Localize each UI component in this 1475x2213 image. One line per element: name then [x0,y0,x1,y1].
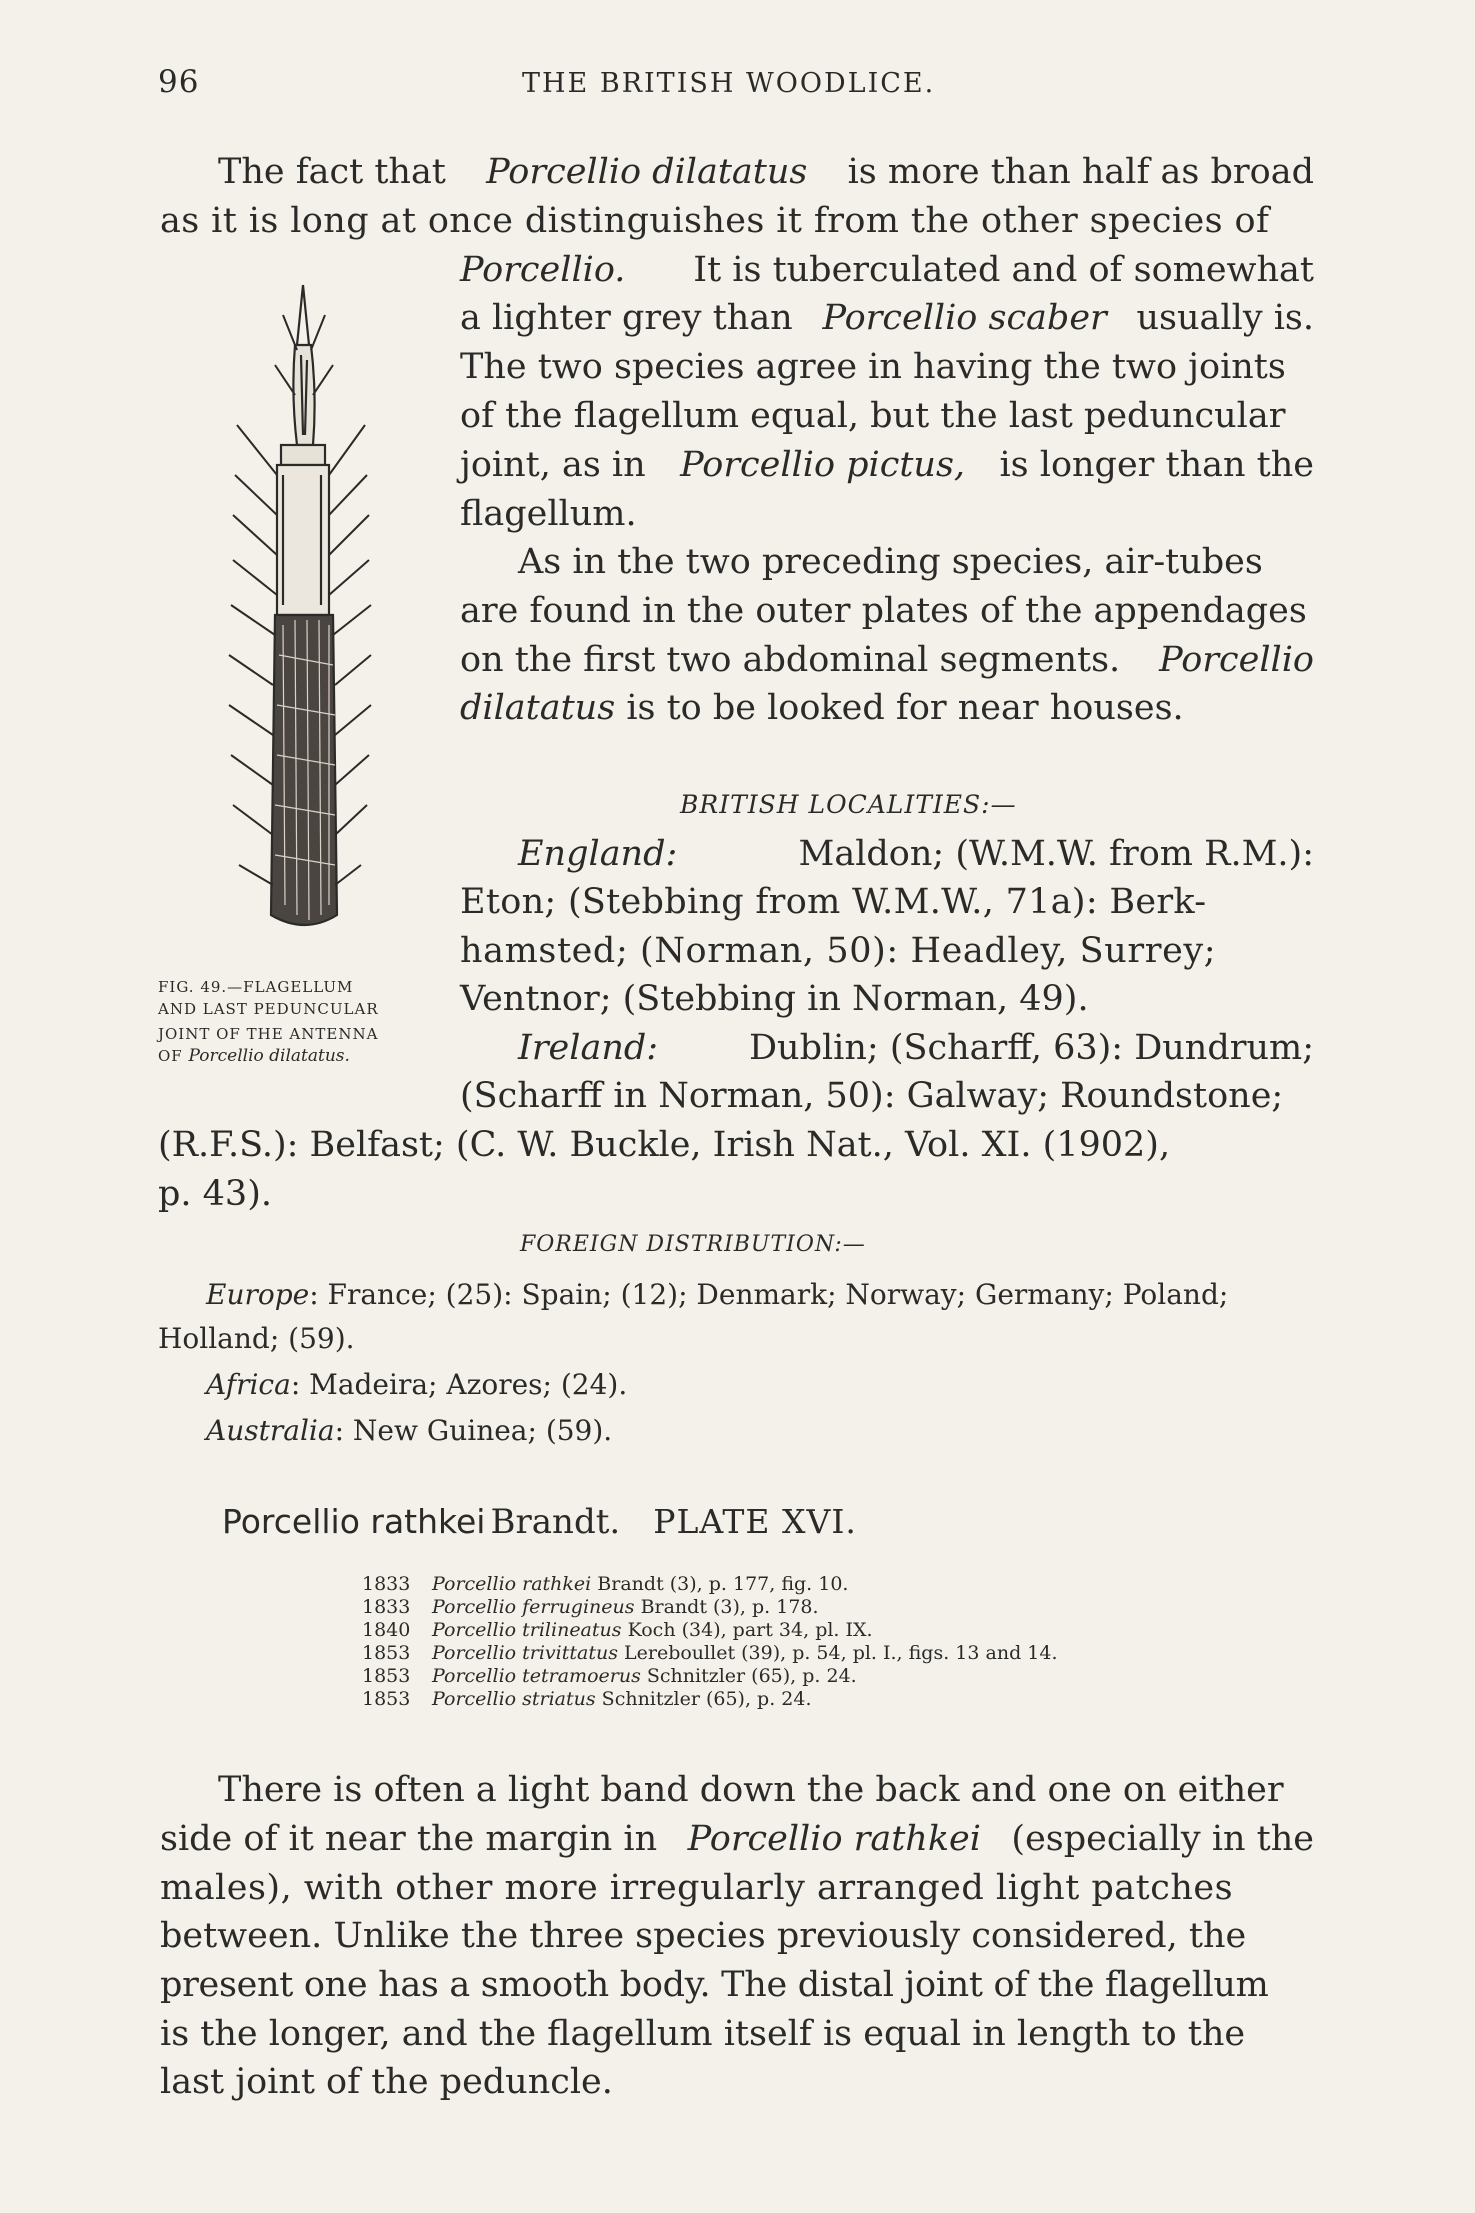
intro-wrap-line: As in the two preceding species, air-tubes [518,542,1263,582]
locality-line: England: Maldon; (W.M.W. from R.M.): [518,834,1314,874]
synonym-entry: 1840 Porcellio trilineatus Koch (34), part 34, pl. IX. [362,1619,873,1641]
distribution-africa: Africa: Madeira; Azores; (24). [206,1368,628,1401]
intro-wrap-line: are found in the outer plates of the appendages [460,591,1307,631]
british-localities-heading: BRITISH LOCALITIES:— [680,790,1017,819]
locality-line: Ventnor; (Stebbing in Norman, 49). [460,979,1089,1019]
intro-wrap-line: dilatatus is to be looked for near houses. [460,688,1184,728]
foreign-distribution-heading: FOREIGN DISTRIBUTION:— [520,1232,866,1257]
locality-line: hamsted; (Norman, 50): Headley, Surrey; [460,931,1217,971]
species-heading: Porcellio rathkei Brandt. PLATE XVI. [222,1502,857,1542]
intro-wrap-line: Porcellio. It is tuberculated and of somewhat [460,250,1314,290]
closing-line: side of it near the margin in Porcellio rathkei (especially in the [160,1819,1314,1859]
closing-line: There is often a light band down the back and one on either [218,1770,1284,1810]
distribution-australia: Australia: New Guinea; (59). [206,1414,613,1447]
intro-wrap-line: a lighter grey than Porcellio scaber usually is. [460,298,1314,338]
synonym-entry: 1833 Porcellio ferrugineus Brandt (3), p. 178. [362,1596,819,1618]
antenna-figure [225,275,375,940]
locality-line: (R.F.S.): Belfast; (C. W. Buckle, Irish Nat., Vol. XI. (1902), [158,1125,1171,1165]
intro-wrap-line: joint, as in Porcellio pictus, is longer than the [460,445,1314,485]
closing-line: between. Unlike the three species previously considered, the [160,1916,1247,1956]
synonym-entry: 1853 Porcellio striatus Schnitzler (65), p. 24. [362,1688,812,1710]
figure-caption-line: OF Porcellio dilatatus. [158,1046,350,1066]
locality-line: (Scharff in Norman, 50): Galway; Roundstone; [460,1076,1284,1116]
locality-line: Ireland: Dublin; (Scharff, 63): Dundrum; [518,1028,1314,1068]
distribution-europe: Europe: France; (25): Spain; (12); Denmark; Norway; Germany; Poland; [206,1278,1229,1311]
figure-caption-line: JOINT OF THE ANTENNA [158,1025,379,1043]
intro-wrap-line: flagellum. [460,494,637,534]
closing-line: males), with other more irregularly arranged light patches [160,1868,1234,1908]
page-number: 96 [158,64,200,100]
locality-line: p. 43). [158,1174,272,1214]
running-title: THE BRITISH WOODLICE. [522,68,936,99]
intro-line-2: as it is long at once distinguishes it from the other species of [160,201,1270,241]
distribution-europe-cont: Holland; (59). [158,1322,355,1355]
synonym-entry: 1853 Porcellio trivittatus Lereboullet (39), p. 54, pl. I., figs. 13 and 14. [362,1642,1058,1664]
closing-line: last joint of the peduncle. [160,2062,613,2102]
intro-wrap-line: The two species agree in having the two joints [460,347,1286,387]
intro-wrap-line: on the first two abdominal segments. Porcellio [460,640,1314,680]
synonym-entry: 1833 Porcellio rathkei Brandt (3), p. 177, fig. 10. [362,1573,849,1595]
synonym-entry: 1853 Porcellio tetramoerus Schnitzler (65), p. 24. [362,1665,857,1687]
closing-line: is the longer, and the flagellum itself is equal in length to the [160,2014,1246,2054]
closing-line: present one has a smooth body. The distal joint of the flagellum [160,1965,1269,2005]
intro-wrap-line: of the flagellum equal, but the last peduncular [460,396,1286,436]
figure-caption-line: AND LAST PEDUNCULAR [158,1000,379,1018]
intro-line-1: The fact that Porcellio dilatatus is more than half as broad [218,152,1314,192]
locality-line: Eton; (Stebbing from W.M.W., 71a): Berk- [460,882,1207,922]
figure-caption-line: FIG. 49.—FLAGELLUM [158,978,354,996]
